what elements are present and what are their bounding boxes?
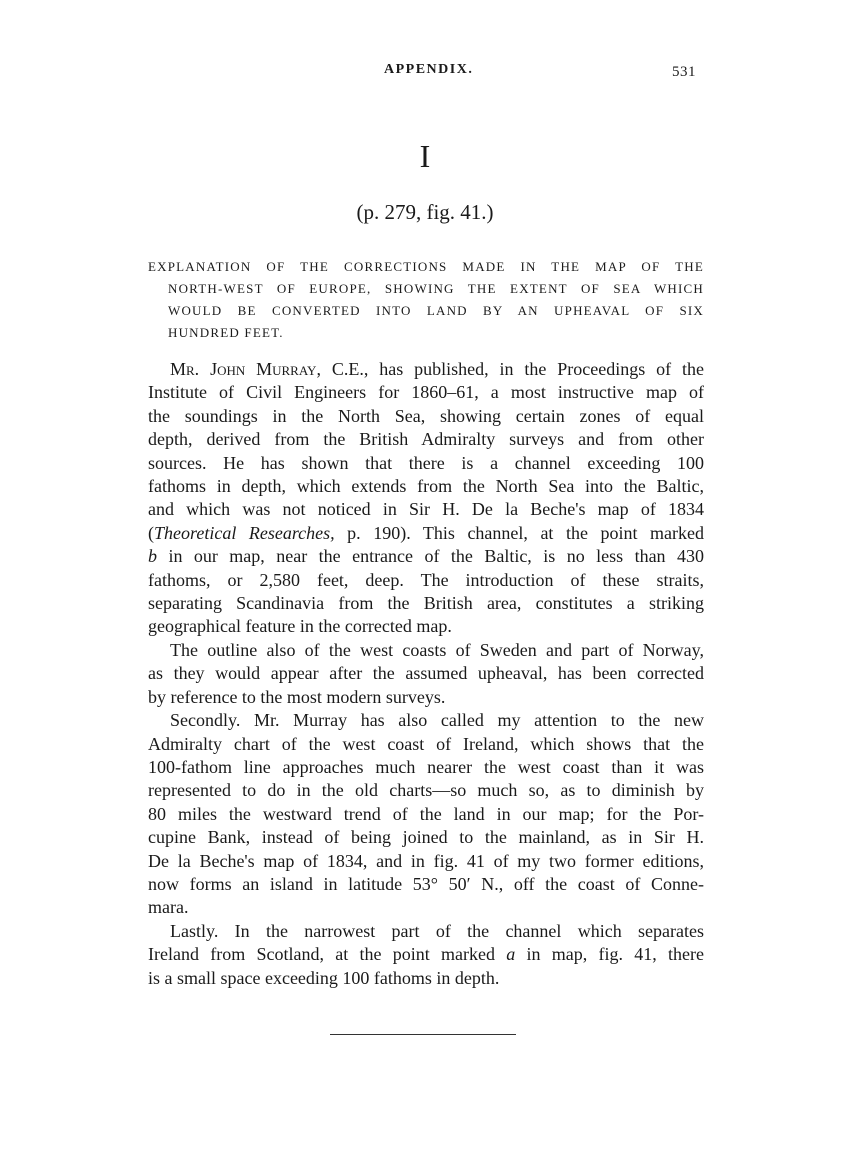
map-point-label: a xyxy=(506,944,516,965)
map-point-label: b xyxy=(148,546,157,567)
section-heading xyxy=(148,256,704,344)
paragraph-outline xyxy=(148,639,704,709)
text-line: Admiralty chart of the west coast of Ireland, which shows that the xyxy=(148,733,704,754)
heading-line: WOULD BE CONVERTED INTO LAND BY AN UPHEAVAL OF SIX xyxy=(168,303,704,318)
figure-reference: (p. 279, fig. 41.) xyxy=(356,200,494,224)
text-line: 100-fathom line approaches much nearer the west coast than it was xyxy=(148,756,704,777)
text-segment: p. 190). This channel, at the point marked xyxy=(334,522,704,543)
text-line: mara. xyxy=(148,897,189,918)
text-line: depth, derived from the British Admiralty surveys and from other xyxy=(148,429,704,450)
text-line: The outline also of the west coasts of Sweden and part of Norway, xyxy=(170,639,704,660)
text-line xyxy=(148,358,704,381)
body-text xyxy=(148,358,704,990)
text-segment: in our map, near the entrance of the Baltic, is no less than 430 xyxy=(157,546,704,567)
text-line xyxy=(148,545,704,568)
heading-line: EXPLANATION OF THE CORRECTIONS MADE IN THE MAP OF THE xyxy=(148,259,704,274)
paragraph-lastly xyxy=(148,920,704,990)
text-line: the soundings in the North Sea, showing certain zones of equal xyxy=(148,405,704,426)
text-segment: Ireland from Scotland, at the point marked xyxy=(148,944,507,965)
author-name: Mr. John Murray, xyxy=(170,359,321,379)
text-line xyxy=(148,522,704,545)
text-line: sources. He has shown that there is a channel exceeding 100 xyxy=(148,452,704,473)
text-line: and which was not noticed in Sir H. De la Beche's map of 1834 xyxy=(148,499,704,520)
closing-rule xyxy=(330,1034,516,1035)
text-segment: ( xyxy=(148,522,154,543)
text-line: separating Scandinavia from the British area, constitutes a striking xyxy=(148,593,704,614)
book-title: Theoretical Researches, xyxy=(154,522,335,543)
text-line: De la Beche's map of 1834, and in fig. 41 of my two former editions, xyxy=(148,850,704,871)
running-head xyxy=(0,62,850,84)
paragraph-secondly xyxy=(148,709,704,920)
text-line: is a small space exceeding 100 fathoms in depth. xyxy=(148,967,500,988)
text-line: 80 miles the westward trend of the land in our map; for the Por- xyxy=(148,803,704,824)
text-line: fathoms in depth, which extends from the North Sea into the Baltic, xyxy=(148,476,704,497)
page-number: 531 xyxy=(672,64,696,80)
text-line xyxy=(148,943,704,966)
text-line: Lastly. In the narrowest part of the channel which separates xyxy=(170,920,704,941)
text-line: represented to do in the old charts—so much so, as to diminish by xyxy=(148,780,704,801)
text-line: geographical feature in the corrected map. xyxy=(148,616,452,637)
section-numeral: I xyxy=(419,138,431,174)
running-title: APPENDIX. xyxy=(384,62,474,77)
text-line: by reference to the most modern surveys. xyxy=(148,686,446,707)
heading-line: HUNDRED FEET. xyxy=(168,325,284,340)
text-line: Institute of Civil Engineers for 1860–61, a most instructive map of xyxy=(148,382,704,403)
paragraph-murray-map xyxy=(148,358,704,639)
text-segment: C.E., has published, in the Proceedings of the xyxy=(320,359,704,379)
text-segment: in map, fig. 41, there xyxy=(515,944,704,965)
text-line: cupine Bank, instead of being joined to the mainland, as in Sir H. xyxy=(148,827,704,848)
heading-line: NORTH-WEST OF EUROPE, SHOWING THE EXTENT OF SEA WHICH xyxy=(168,281,704,296)
text-line: fathoms, or 2,580 feet, deep. The introduction of these straits, xyxy=(148,569,704,590)
text-line: as they would appear after the assumed upheaval, has been corrected xyxy=(148,663,704,684)
text-line: now forms an island in latitude 53° 50′ N., off the coast of Conne- xyxy=(148,873,704,894)
text-line: Secondly. Mr. Murray has also called my attention to the new xyxy=(170,710,704,731)
